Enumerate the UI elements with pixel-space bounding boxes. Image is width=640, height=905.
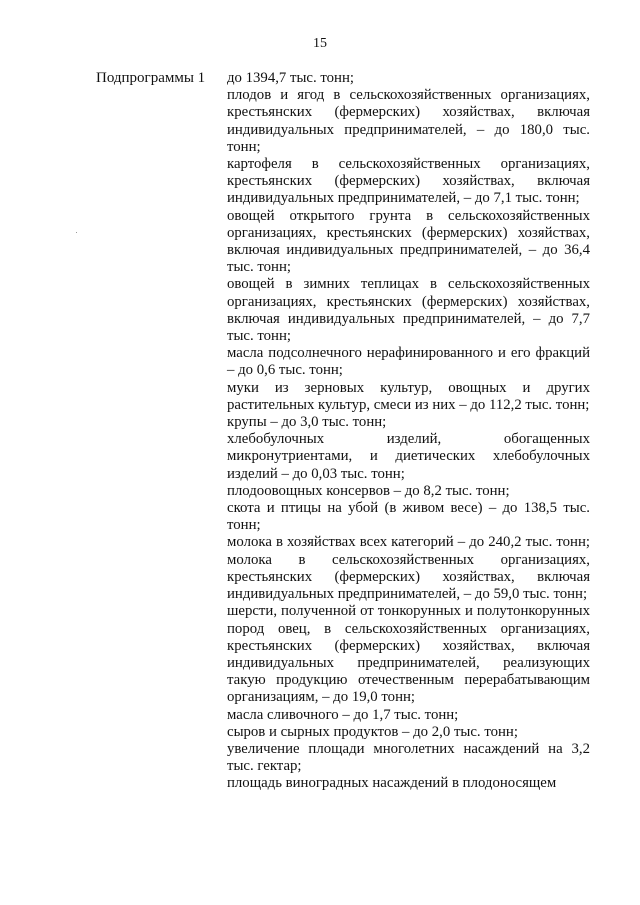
list-item: плодов и ягод в сельскохозяйственных организациях, крестьянских (фермерских) хозяйствах, включая индивидуальных предпринимателей, – до 180,0 тыс. тонн;	[227, 87, 590, 155]
list-item: картофеля в сельскохозяйственных организациях, крестьянских (фермерских) хозяйствах, включая индивидуальных предпринимателей, – до 7,1 тыс. тонн;	[227, 156, 590, 207]
list-item: овощей открытого грунта в сельскохозяйственных организациях, крестьянских (фермерских) хозяйствах, включая индивидуальных предпринимателей, – до 36,4 тыс. тонн;	[227, 207, 590, 276]
list-item: плодоовощных консервов – до 8,2 тыс. тонн;	[227, 482, 510, 499]
page-number: 15	[313, 36, 327, 51]
list-item: сыров и сырных продуктов – до 2,0 тыс. тонн;	[227, 723, 518, 740]
list-item: крупы – до 3,0 тыс. тонн;	[227, 414, 387, 431]
list-item: масла подсолнечного нерафинированного и его фракций – до 0,6 тыс. тонн;	[227, 345, 590, 379]
list-item: площадь виноградных насаждений в плодоносящем	[227, 775, 557, 792]
list-item: хлебобулочных изделий, обогащенных микронутриентами, и диетических хлебобулочных изделий – до 0,03 тыс. тонн;	[227, 431, 590, 482]
list-item: увеличение площади многолетних насаждений на 3,2 тыс. гектар;	[227, 740, 590, 775]
indicator-list	[227, 70, 590, 793]
list-item: масла сливочного – до 1,7 тыс. тонн;	[227, 706, 459, 723]
scan-dot	[76, 232, 77, 233]
list-item: муки из зерновых культур, овощных и других растительных культур, смеси из них – до 112,2 тыс. тонн;	[227, 379, 590, 413]
list-item: молока в хозяйствах всех категорий – до 240,2 тыс. тонн; молока в сельскохозяйственных организациях, крестьянских (фермерских) хозяйствах, включая индивидуальных предпринимателей, – до 59,0 тыс. тонн;	[227, 534, 590, 603]
list-item: до 1394,7 тыс. тонн;	[227, 70, 355, 86]
list-item: шерсти, полученной от тонкорунных и полутонкорунных пород овец, в сельскохозяйственных организациях, крестьянских (фермерских) хозяйствах, включая индивидуальных предпринимателей, реализующих такую продукцию отечественным перерабатывающим организациям, – до 19,0 тонн;	[227, 603, 590, 706]
list-item: скота и птицы на убой (в живом весе) – до 138,5 тыс. тонн;	[227, 500, 590, 534]
list-item: овощей в зимних теплицах в сельскохозяйственных организациях, крестьянских (фермерских) хозяйствах, включая индивидуальных предпринимателей, – до 7,7 тыс. тонн;	[227, 276, 590, 345]
program-label: Подпрограммы 1	[96, 70, 206, 86]
